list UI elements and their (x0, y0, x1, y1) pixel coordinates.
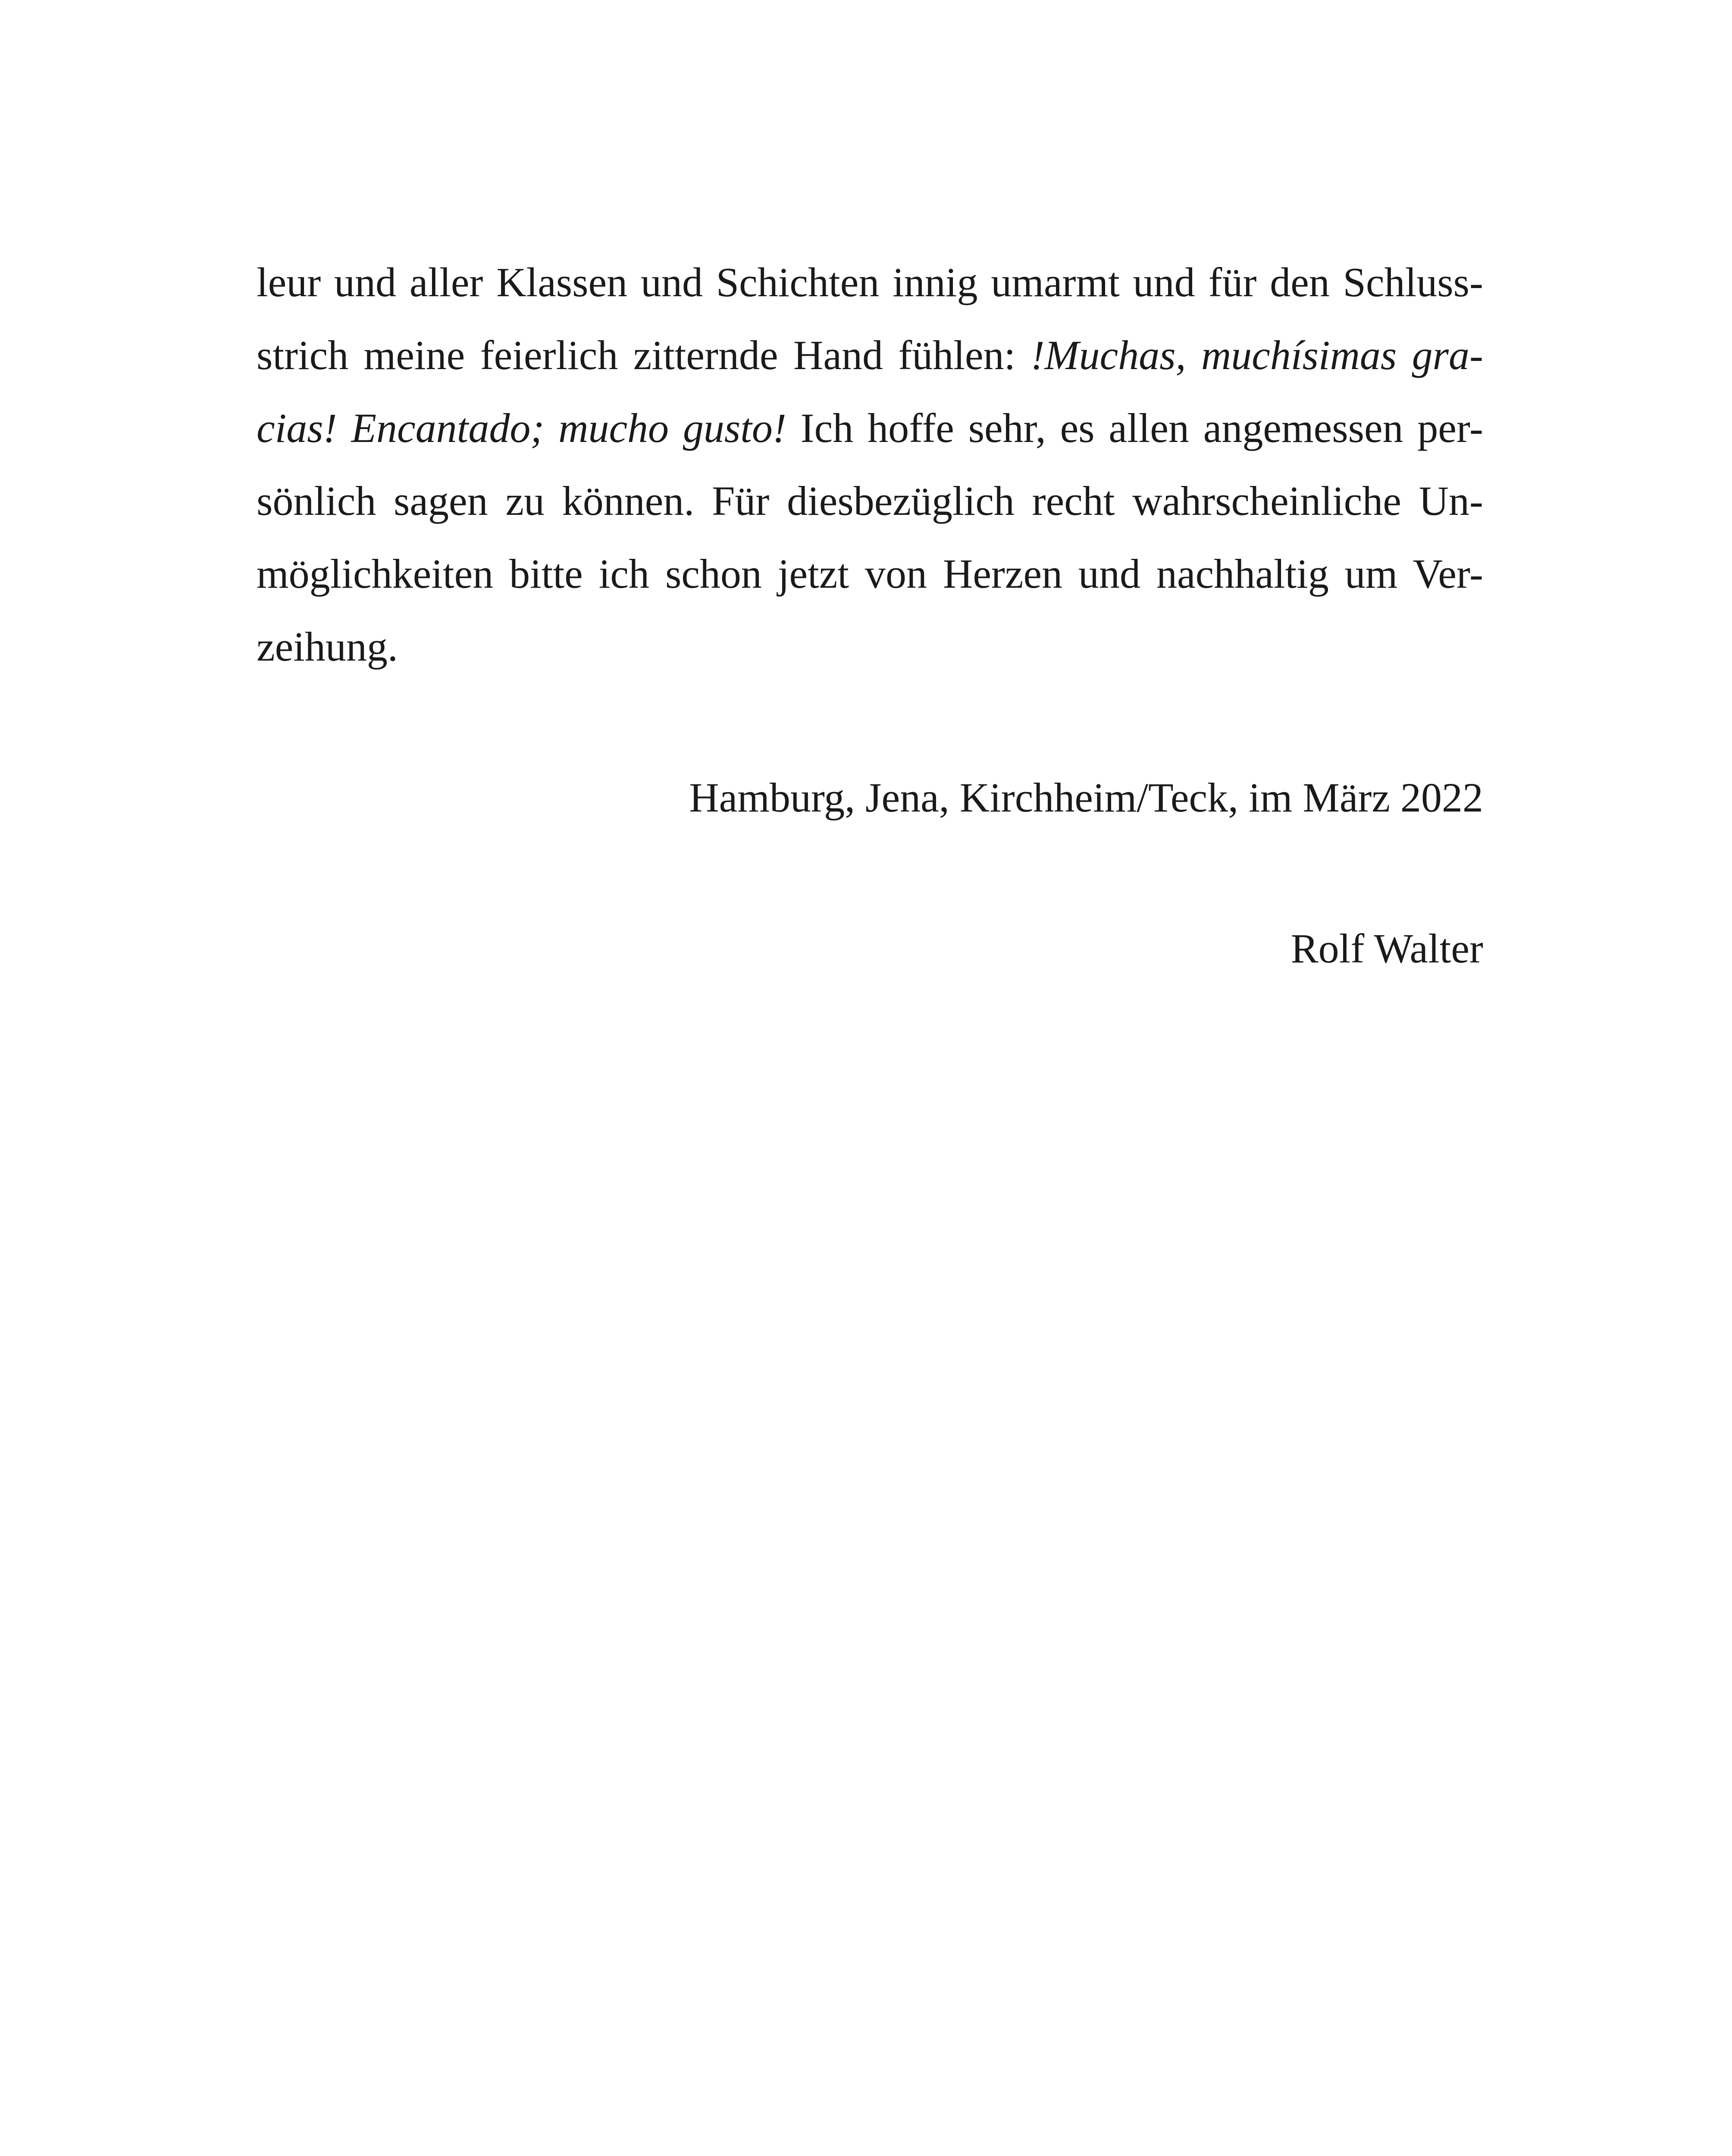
paragraph-line (257, 392, 1483, 464)
line-text: strich meine feierlich zitternde Hand fühlen: (257, 332, 1031, 378)
spanish-quote-italic: cias! Encantado; mucho gusto! (257, 405, 786, 451)
body-paragraph (257, 246, 1483, 683)
spanish-quote-italic: !Muchas, muchísimas gra- (1030, 332, 1484, 378)
place-and-date: Hamburg, Jena, Kirchheim/Teck, im März 2022 (689, 774, 1483, 821)
line-text: sönlich sagen zu können. Für diesbezüglich recht wahrscheinliche Un- (257, 478, 1483, 524)
paragraph-line (257, 319, 1483, 392)
paragraph-line (257, 464, 1483, 537)
paragraph-line (257, 610, 1483, 683)
line-text: leur und aller Klassen und Schichten innig umarmt und für den Schluss- (257, 259, 1483, 305)
line-text: Ich hoffe sehr, es allen angemessen per- (786, 405, 1484, 451)
paragraph-line (257, 246, 1483, 319)
author-signature: Rolf Walter (1290, 925, 1483, 971)
line-text: möglichkeiten bitte ich schon jetzt von Herzen und nachhaltig um Ver- (257, 551, 1483, 597)
paragraph-line (257, 537, 1483, 610)
line-text: zeihung. (257, 624, 398, 670)
